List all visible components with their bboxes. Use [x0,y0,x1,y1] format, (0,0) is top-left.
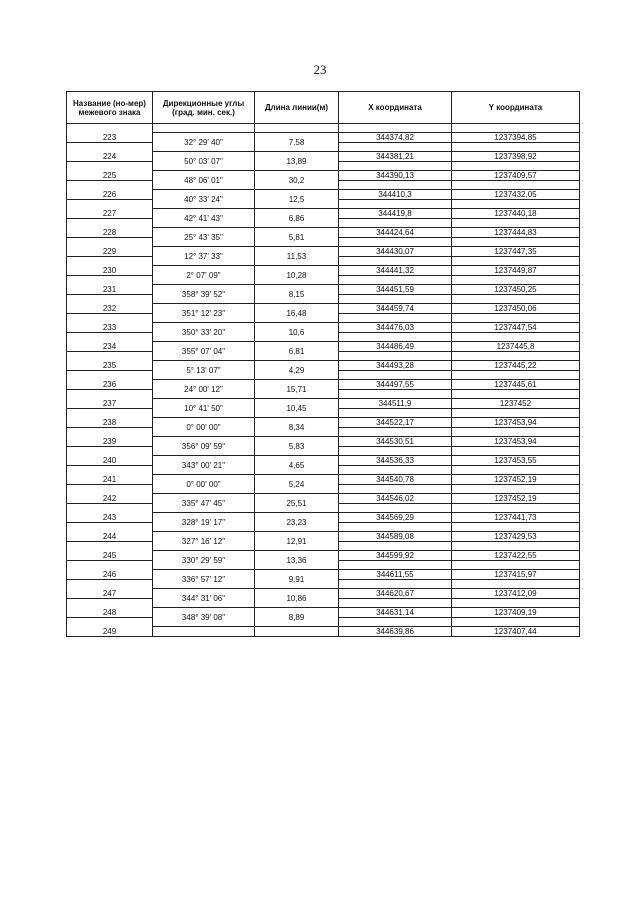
y-cell [452,352,580,361]
angle-cell: 0° 00' 00" [153,475,255,494]
x-cell [339,314,452,323]
x-coordinate-cell: 344620,67 [339,589,452,599]
x-cell [339,124,452,133]
length-cell: 6,81 [255,342,339,361]
x-coordinate-cell: 344374,82 [339,133,452,143]
y-coordinate-cell: 1237453,94 [452,418,580,428]
y-cell [452,561,580,570]
x-coordinate-cell: 344451,59 [339,285,452,295]
angle-cell: 10° 41' 50" [153,399,255,418]
y-cell [452,409,580,418]
y-cell [452,295,580,304]
x-coordinate-cell: 344430,07 [339,247,452,257]
point-name-cell: 249 [67,618,153,637]
y-coordinate-cell: 1237409,57 [452,171,580,181]
page-number: 23 [313,62,327,77]
y-coordinate-cell: 1237415,97 [452,570,580,580]
x-cell [339,219,452,228]
header-row [67,92,580,124]
point-name-cell: 229 [67,238,153,257]
length-cell: 23,23 [255,513,339,532]
angle-cell: 48° 06' 01" [153,171,255,190]
angle-cell: 343° 00' 21" [153,456,255,475]
y-cell [452,542,580,551]
point-name-cell: 234 [67,333,153,352]
x-cell [339,618,452,627]
point-name-cell: 233 [67,314,153,333]
point-name-cell: 241 [67,466,153,485]
x-cell [339,238,452,247]
angle-cell: 348° 39' 08" [153,608,255,627]
length-cell: 10,86 [255,589,339,608]
header-angle: Дирекционные углы (град. мин. сек.) [153,92,255,124]
point-name-cell: 231 [67,276,153,295]
point-name-cell: 238 [67,409,153,428]
length-cell: 8,89 [255,608,339,627]
x-cell [339,352,452,361]
x-coordinate-cell: 344459,74 [339,304,452,314]
angle-cell: 330° 29' 59" [153,551,255,570]
y-cell [452,580,580,589]
y-coordinate-cell: 1237453,55 [452,456,580,466]
x-cell [339,504,452,513]
length-cell: 4,65 [255,456,339,475]
angle-cell: 12° 37' 33" [153,247,255,266]
y-coordinate-cell: 1237398,92 [452,152,580,162]
y-coordinate-cell: 1237445,22 [452,361,580,371]
x-cell [339,428,452,437]
point-name-cell: 243 [67,504,153,523]
y-coordinate-cell: 1237449,87 [452,266,580,276]
point-name-cell: 232 [67,295,153,314]
x-coordinate-cell: 344530,51 [339,437,452,447]
length-cell: 10,6 [255,323,339,342]
x-coordinate-cell: 344493,28 [339,361,452,371]
x-coordinate-cell: 344441,32 [339,266,452,276]
table-body [67,124,580,637]
x-coordinate-cell: 344476,03 [339,323,452,333]
point-name-cell: 248 [67,599,153,618]
point-name-cell: 240 [67,447,153,466]
length-cell: 25,51 [255,494,339,513]
length-cell: 4,29 [255,361,339,380]
y-coordinate-cell: 1237445,61 [452,380,580,390]
header-y: Y координата [452,92,580,124]
x-coordinate-cell: 344424,64 [339,228,452,238]
y-coordinate-cell: 1237444,83 [452,228,580,238]
point-name-cell: 228 [67,219,153,238]
length-cell: 7,58 [255,133,339,152]
angle-cell: 50° 03' 07" [153,152,255,171]
y-cell [452,523,580,532]
angle-cell: 32° 29' 40" [153,133,255,152]
x-coordinate-cell: 344419,8 [339,209,452,219]
x-cell [339,371,452,380]
x-coordinate-cell: 344381,21 [339,152,452,162]
y-cell [452,599,580,608]
y-coordinate-cell: 1237445,8 [452,342,580,352]
y-coordinate-cell: 1237429,53 [452,532,580,542]
point-name-cell: 225 [67,162,153,181]
y-cell [452,371,580,380]
length-cell: 10,28 [255,266,339,285]
x-cell [339,523,452,532]
point-name-cell: 230 [67,257,153,276]
length-cell [255,124,339,133]
point-name-cell: 224 [67,143,153,162]
y-cell [452,162,580,171]
angle-cell: 350° 33' 20" [153,323,255,342]
x-cell [339,409,452,418]
x-cell [339,333,452,342]
length-cell: 13,36 [255,551,339,570]
y-cell [452,466,580,475]
header-name: Название (но-мер) межевого знака [67,92,153,124]
angle-cell [153,124,255,133]
y-coordinate-cell: 1237407,44 [452,627,580,637]
y-coordinate-cell: 1237450,25 [452,285,580,295]
length-cell: 16,48 [255,304,339,323]
length-cell: 5,83 [255,437,339,456]
x-coordinate-cell: 344497,55 [339,380,452,390]
header-x: X координата [339,92,452,124]
angle-cell: 2° 07' 09" [153,266,255,285]
y-coordinate-cell: 1237394,85 [452,133,580,143]
point-name-cell: 239 [67,428,153,447]
x-coordinate-cell: 344410,3 [339,190,452,200]
angle-cell: 356° 09' 59" [153,437,255,456]
x-coordinate-cell: 344540,78 [339,475,452,485]
point-name-cell: 226 [67,181,153,200]
x-cell [339,295,452,304]
point-name-cell: 245 [67,542,153,561]
x-cell [339,485,452,494]
x-coordinate-cell: 344611,55 [339,570,452,580]
y-cell [452,504,580,513]
point-name-cell: 227 [67,200,153,219]
y-cell [452,200,580,209]
x-coordinate-cell: 344511,9 [339,399,452,409]
x-cell [339,390,452,399]
angle-cell: 355° 07' 04" [153,342,255,361]
x-cell [339,447,452,456]
x-coordinate-cell: 344639,86 [339,627,452,637]
y-coordinate-cell: 1237441,73 [452,513,580,523]
y-cell [452,314,580,323]
y-cell [452,238,580,247]
coordinates-table [66,91,580,637]
x-cell [339,257,452,266]
x-coordinate-cell: 344522,17 [339,418,452,428]
x-cell [339,200,452,209]
y-cell [452,143,580,152]
x-coordinate-cell: 344589,08 [339,532,452,542]
length-cell [255,627,339,637]
x-coordinate-cell: 344546,02 [339,494,452,504]
angle-cell: 42° 41' 43" [153,209,255,228]
header-length: Длина линии(м) [255,92,339,124]
length-cell: 15,71 [255,380,339,399]
x-coordinate-cell: 344599,92 [339,551,452,561]
point-name-cell: 246 [67,561,153,580]
length-cell: 9,91 [255,570,339,589]
y-cell [452,618,580,627]
length-cell: 6,86 [255,209,339,228]
y-coordinate-cell: 1237452,19 [452,475,580,485]
angle-cell: 327° 16' 12" [153,532,255,551]
point-name-cell: 242 [67,485,153,504]
y-cell [452,390,580,399]
y-coordinate-cell: 1237453,94 [452,437,580,447]
y-cell [452,428,580,437]
length-cell: 30,2 [255,171,339,190]
angle-cell: 344° 31' 06" [153,589,255,608]
y-coordinate-cell: 1237440,18 [452,209,580,219]
y-coordinate-cell: 1237422,55 [452,551,580,561]
length-cell: 11,53 [255,247,339,266]
angle-cell: 336° 57' 12" [153,570,255,589]
y-coordinate-cell: 1237452,19 [452,494,580,504]
length-cell: 12,5 [255,190,339,209]
y-coordinate-cell: 1237447,54 [452,323,580,333]
y-cell [452,333,580,342]
angle-cell: 351° 12' 23" [153,304,255,323]
angle-cell: 328° 19' 17" [153,513,255,532]
point-name-cell: 235 [67,352,153,371]
y-cell [452,485,580,494]
angle-cell: 5° 13' 07" [153,361,255,380]
x-cell [339,599,452,608]
x-coordinate-cell: 344536,33 [339,456,452,466]
point-name-cell: 236 [67,371,153,390]
x-coordinate-cell: 344390,13 [339,171,452,181]
y-cell [452,124,580,133]
x-cell [339,143,452,152]
y-coordinate-cell: 1237452 [452,399,580,409]
point-name-cell: 223 [67,124,153,143]
length-cell: 13,89 [255,152,339,171]
x-coordinate-cell: 344631,14 [339,608,452,618]
angle-cell: 335° 47' 45" [153,494,255,513]
y-coordinate-cell: 1237450,06 [452,304,580,314]
point-name-cell: 244 [67,523,153,542]
angle-cell: 358° 39' 52" [153,285,255,304]
y-cell [452,219,580,228]
angle-cell [153,627,255,637]
y-cell [452,276,580,285]
x-coordinate-cell: 344486,49 [339,342,452,352]
angle-cell: 25° 43' 35" [153,228,255,247]
x-cell [339,466,452,475]
x-cell [339,181,452,190]
point-name-cell: 237 [67,390,153,409]
x-cell [339,276,452,285]
y-coordinate-cell: 1237432,05 [452,190,580,200]
length-cell: 5,24 [255,475,339,494]
angle-cell: 0° 00' 00" [153,418,255,437]
angle-cell: 40° 33' 24" [153,190,255,209]
x-cell [339,162,452,171]
x-cell [339,580,452,589]
y-coordinate-cell: 1237447,35 [452,247,580,257]
y-cell [452,257,580,266]
point-name-cell: 247 [67,580,153,599]
y-coordinate-cell: 1237409,19 [452,608,580,618]
length-cell: 5,81 [255,228,339,247]
x-cell [339,542,452,551]
x-cell [339,561,452,570]
y-cell [452,447,580,456]
table-header [67,92,580,124]
length-cell: 8,15 [255,285,339,304]
x-coordinate-cell: 344569,29 [339,513,452,523]
length-cell: 12,91 [255,532,339,551]
table-row [67,124,580,133]
y-coordinate-cell: 1237412,09 [452,589,580,599]
y-cell [452,181,580,190]
length-cell: 8,34 [255,418,339,437]
length-cell: 10,45 [255,399,339,418]
angle-cell: 24° 00' 12" [153,380,255,399]
